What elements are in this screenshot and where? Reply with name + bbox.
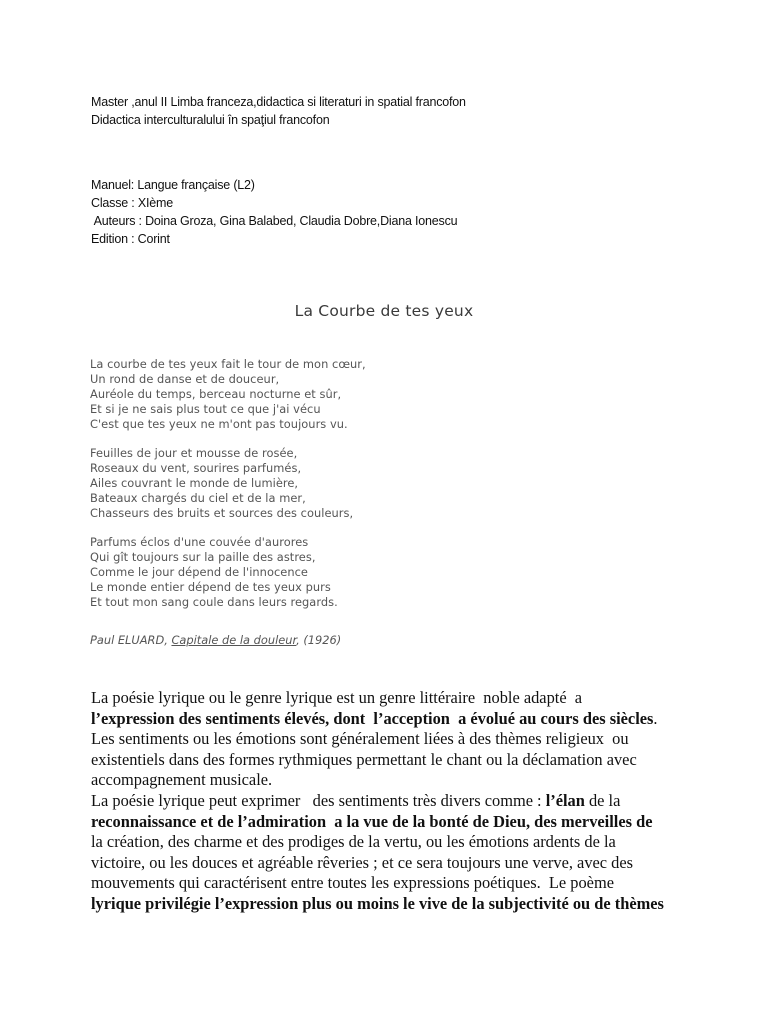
essay-line: La poésie lyrique ou le genre lyrique est un genre littéraire noble adapté a [91,688,583,707]
poem-line: Et si je ne sais plus tout ce que j'ai vécu [90,401,321,416]
essay-line [91,709,711,730]
essay-body [91,688,711,915]
poem-line: La courbe de tes yeux fait le tour de mon cœur, [90,357,366,371]
poem-line: Et tout mon sang coule dans leurs regards. [90,594,338,609]
poem-line: Chasseurs des bruits et sources des couleurs, [90,505,354,520]
course-line-1: Master ,anul II Limba franceza,didactica si literaturi in spatial francofon [91,95,466,109]
poem-line: Feuilles de jour et mousse de rosée, [90,446,298,461]
poem-stanza-1 [90,357,366,432]
essay-text: La poésie lyrique peut exprimer des sentiments très divers comme : [91,790,546,810]
poem-line: Parfums éclos d'une couvée d'aurores [90,535,309,550]
poem-line: Un rond de danse et de douceur, [90,371,280,386]
poem-citation [90,633,341,647]
essay-line: existentiels dans des formes rythmiques permettant le chant ou la déclamation avec [91,749,637,769]
course-header [91,93,466,129]
essay-bold-text: reconnaissance et de l’admiration a la vue de la bonté de Dieu, des merveilles de [91,811,653,831]
poem-title: La Courbe de tes yeux [294,302,474,320]
manual-info [91,176,457,248]
essay-text: . [653,708,658,728]
citation-year: , (1926) [296,633,342,647]
poem-stanza-3 [90,535,366,610]
poem-line: Auréole du temps, berceau nocturne et sûr, [90,386,342,401]
essay-bold-text: lyrique privilégie l’expression plus ou moins le vive de la subjectivité ou de thèmes [91,893,664,913]
essay-line: victoire, ou les douces et agréable rêveries ; et ce sera toujours une verve, avec des [91,852,634,872]
citation-work-link[interactable]: Capitale de la douleur [171,633,297,647]
poem-line: Ailes couvrant le monde de lumière, [90,475,299,490]
essay-line [91,812,711,833]
essay-bold-text: l’élan [545,790,585,810]
essay-line [91,791,711,812]
manual-authors: Auteurs : Doina Groza, Gina Balabed, Claudia Dobre,Diana Ionescu [91,214,458,228]
manual-title: Manuel: Langue française (L2) [91,178,255,192]
poem-line: Bateaux chargés du ciel et de la mer, [90,490,306,505]
course-line-2: Didactica interculturalului în spaţiul francofon [91,113,330,127]
poem-line: Qui gît toujours sur la paille des astres, [90,549,316,564]
essay-line: accompagnement musicale. [91,770,273,790]
poem-line: Le monde entier dépend de tes yeux purs [90,579,331,594]
essay-bold-text: l’expression des sentiments élevés, dont l’acception a évolué au cours des siècles [91,708,654,728]
manual-edition: Edition : Corint [91,232,170,246]
citation-author: Paul ELUARD, [90,633,172,647]
essay-text: de la [584,790,621,810]
poem-line: Comme le jour dépend de l'innocence [90,564,308,579]
essay-line: mouvements qui caractérisent entre toutes les expressions poétiques. Le poème [91,873,614,893]
poem-line: C'est que tes yeux ne m'ont pas toujours vu. [90,416,348,431]
essay-line [91,894,711,915]
essay-line: Les sentiments ou les émotions sont généralement liées à des thèmes religieux ou [91,729,629,749]
poem-body [90,357,366,624]
essay-line: la création, des charme et des prodiges de la vertu, ou les émotions ardents de la [91,832,616,852]
poem-line: Roseaux du vent, sourires parfumés, [90,460,302,475]
poem-stanza-2 [90,446,366,521]
manual-class: Classe : XIème [91,196,173,210]
